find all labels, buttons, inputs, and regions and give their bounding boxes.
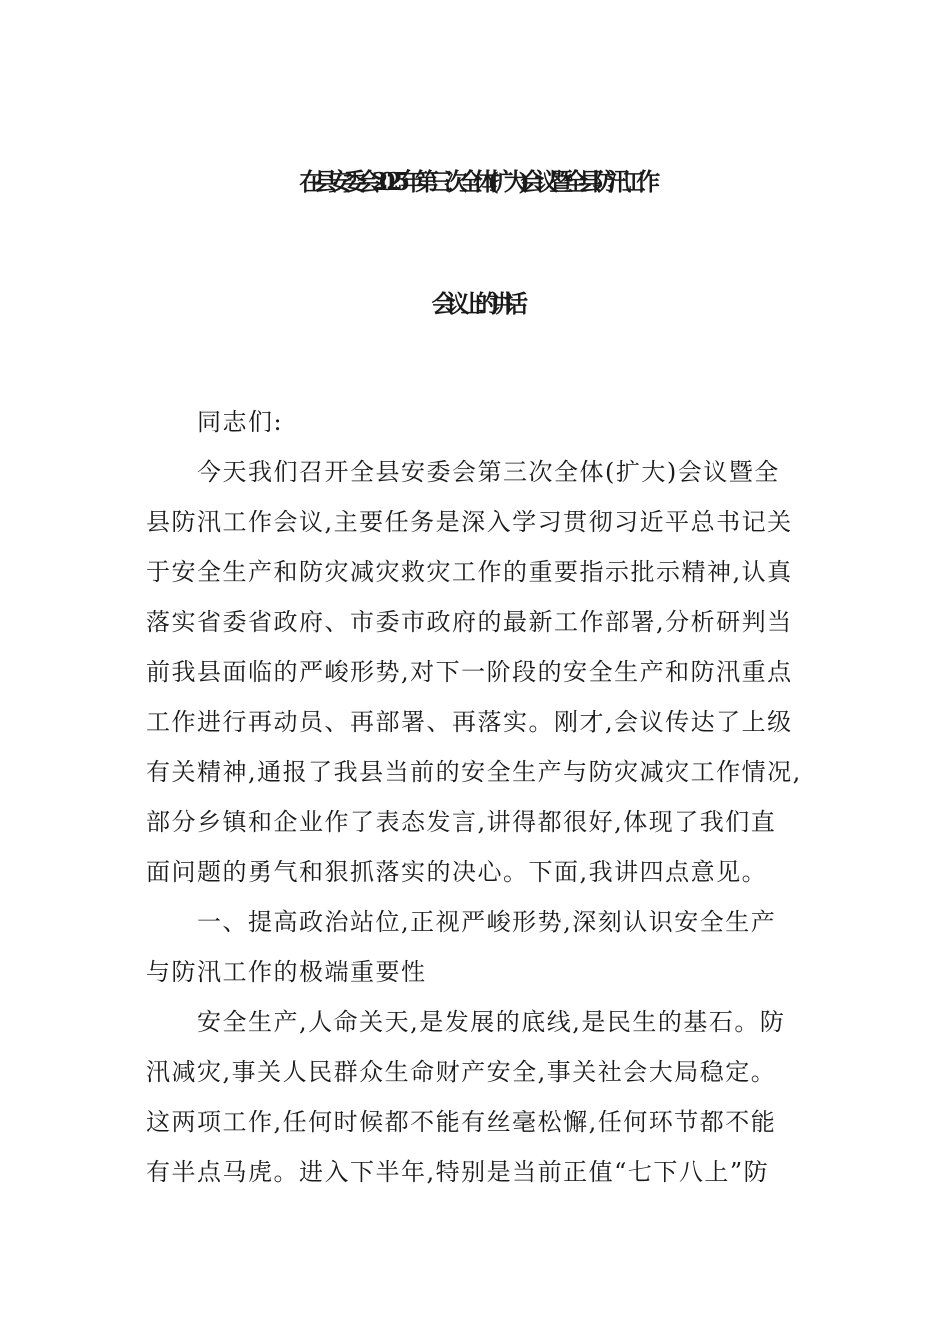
paragraph-line: 汛减灾,事关人民群众生命财产安全,事关社会大局稳定。: [146, 1058, 777, 1086]
paragraph-line: 有关精神,通报了我县当前的安全生产与防灾减灾工作情况,: [146, 758, 802, 786]
paragraph-line: 今天我们召开全县安委会第三次全体(扩大)会议暨全: [197, 458, 780, 486]
paragraph-line: 有半点马虎。进入下半年,特别是当前正值“七下八上”防: [146, 1158, 770, 1186]
paragraph-line: 工作进行再动员、再部署、再落实。刚才,会议传达了上级: [146, 708, 793, 736]
document-title-line-1: 在县安委会2025年第三次全体(扩大)会议暨全县防汛工作: [299, 167, 651, 196]
salutation: 同志们:: [197, 408, 284, 436]
paragraph-line: 安全生产,人命关天,是发展的底线,是民生的基石。防: [197, 1008, 786, 1036]
paragraph-line: 于安全生产和防灾减灾救灾工作的重要指示批示精神,认真: [146, 558, 793, 586]
paragraph-line: 前我县面临的严峻形势,对下一阶段的安全生产和防汛重点: [146, 658, 793, 686]
document-title-line-2: 会议上的讲话: [431, 289, 519, 318]
paragraph-line: 这两项工作,任何时候都不能有丝毫松懈,任何环节都不能: [146, 1108, 777, 1136]
paragraph-line: 县防汛工作会议,主要任务是深入学习贯彻习近平总书记关: [146, 508, 793, 536]
paragraph-line: 部分乡镇和企业作了表态发言,讲得都很好,体现了我们直: [146, 808, 777, 836]
section-heading-line: 一、提高政治站位,正视严峻形势,深刻认识安全生产: [197, 908, 777, 936]
paragraph-line: 面问题的勇气和狠抓落实的决心。下面,我讲四点意见。: [146, 858, 768, 886]
section-heading-line: 与防汛工作的极端重要性: [146, 958, 427, 986]
paragraph-line: 落实省委省政府、市委市政府的最新工作部署,分析研判当: [146, 608, 793, 636]
